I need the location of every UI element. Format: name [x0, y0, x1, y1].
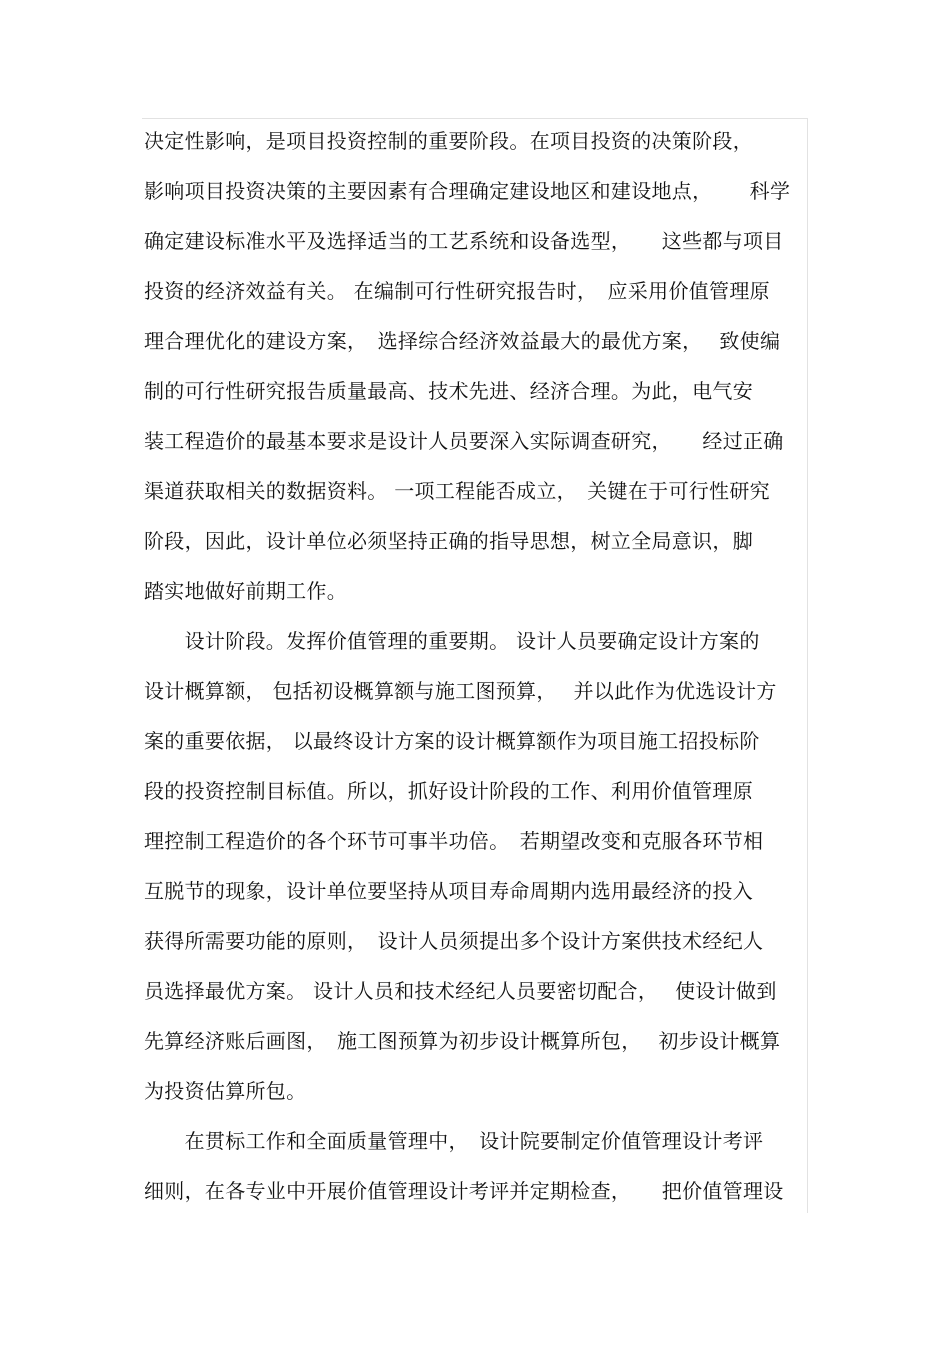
text-line: 确定建设标准水平及选择适当的工艺系统和设备选型， 这些都与项目 — [144, 229, 784, 253]
text-line: 为投资估算所包。 — [144, 1079, 307, 1103]
text-line: 投资的经济效益有关。 在编制可行性研究报告时， 应采用价值管理原 — [144, 279, 770, 303]
text-line: 获得所需要功能的原则， 设计人员须提出多个设计方案供技术经纪人 — [144, 929, 764, 953]
text-line: 员选择最优方案。 设计人员和技术经纪人员要密切配合， 使设计做到 — [144, 979, 777, 1003]
text-line: 渠道获取相关的数据资料。 一项工程能否成立， 关键在于可行性研究 — [144, 479, 770, 503]
text-line: 设计概算额， 包括初设概算额与施工图预算， 并以此作为优选设计方 — [144, 679, 777, 703]
text-line: 先算经济账后画图， 施工图预算为初步设计概算所包， 初步设计概算 — [144, 1029, 781, 1053]
text-line: 决定性影响，是项目投资控制的重要阶段。在项目投资的决策阶段， — [144, 129, 753, 153]
document-body — [144, 116, 806, 1213]
text-line: 互脱节的现象，设计单位要坚持从项目寿命周期内选用最经济的投入 — [144, 879, 753, 903]
text-line: 阶段，因此，设计单位必须坚持正确的指导思想，树立全局意识，脚 — [144, 529, 753, 553]
text-line: 理控制工程造价的各个环节可事半功倍。 若期望改变和克服各环节相 — [144, 829, 764, 853]
text-line: 案的重要依据， 以最终设计方案的设计概算额作为项目施工招投标阶 — [144, 729, 760, 753]
text-line: 装工程造价的最基本要求是设计人员要深入实际调查研究， 经过正确 — [144, 429, 784, 453]
text-line: 细则，在各专业中开展价值管理设计考评并定期检查， 把价值管理设 — [144, 1179, 784, 1203]
text-line: 踏实地做好前期工作。 — [144, 579, 347, 603]
text-line: 在贯标工作和全面质量管理中， 设计院要制定价值管理设计考评 — [144, 1129, 764, 1153]
text-line: 影响项目投资决策的主要因素有合理确定建设地区和建设地点， 科学 — [144, 179, 791, 203]
text-line: 理合理优化的建设方案， 选择综合经济效益最大的最优方案， 致使编 — [144, 329, 781, 353]
text-line: 设计阶段。发挥价值管理的重要期。 设计人员要确定设计方案的 — [144, 629, 760, 653]
text-line: 制的可行性研究报告质量最高、技术先进、经济合理。为此，电气安 — [144, 379, 753, 403]
text-line: 段的投资控制目标值。所以，抓好设计阶段的工作、利用价值管理原 — [144, 779, 753, 803]
